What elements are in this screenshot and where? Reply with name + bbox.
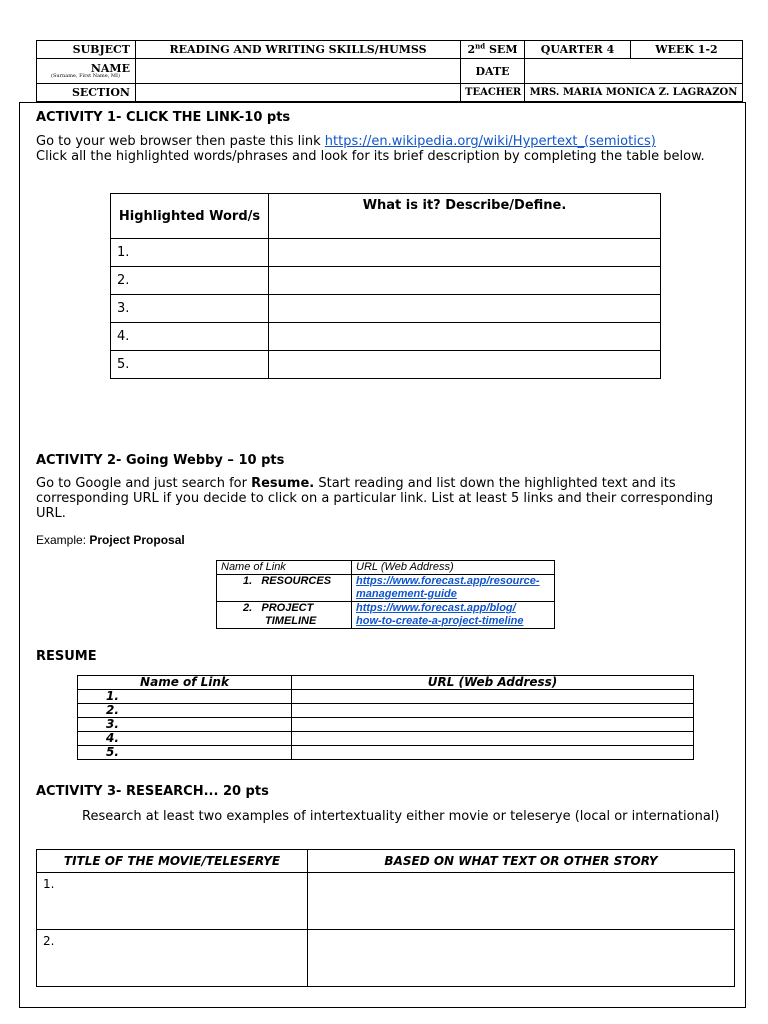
resume-header-name: Name of Link bbox=[78, 676, 292, 690]
date-label: DATE bbox=[461, 59, 525, 84]
activity1-header-describe: What is it? Describe/Define. bbox=[269, 194, 661, 239]
sem-label: SEM bbox=[488, 43, 518, 56]
answer-cell[interactable] bbox=[308, 930, 735, 987]
activity1-table bbox=[110, 193, 661, 379]
table-row bbox=[78, 746, 694, 760]
activity1-title: ACTIVITY 1- CLICK THE LINK-10 pts bbox=[36, 110, 291, 125]
activity1-header-word: Highlighted Word/s bbox=[111, 194, 269, 239]
activity1-instruction bbox=[36, 134, 726, 164]
resume-title: RESUME bbox=[36, 649, 97, 664]
activity3-title: ACTIVITY 3- RESEARCH... 20 pts bbox=[36, 784, 269, 799]
teacher-value: MRS. MARIA MONICA Z. LAGRAZON bbox=[525, 84, 743, 102]
row-number[interactable]: 4. bbox=[78, 732, 292, 746]
activity1-instruction-post: Click all the highlighted words/phrases and look for its brief description by completing the table below. bbox=[36, 149, 705, 164]
example-url-part: https://www.forecast.app/blog/ bbox=[356, 602, 516, 614]
example-name-cell bbox=[217, 575, 352, 602]
activity2-instruction-post: Start reading and list down the highlighted text and its corresponding URL if you decide to click on a particular link. List at least 5 links and their corresponding URL. bbox=[36, 476, 714, 521]
teacher-label: TEACHER bbox=[461, 84, 525, 102]
table-row bbox=[111, 267, 661, 295]
name-label: NAME bbox=[90, 62, 130, 75]
url-cell[interactable] bbox=[292, 732, 694, 746]
activity3-header-based: BASED ON WHAT TEXT OR OTHER STORY bbox=[308, 850, 735, 873]
answer-cell[interactable] bbox=[269, 323, 661, 351]
example-url-part: management-guide bbox=[356, 588, 457, 600]
semester-cell bbox=[461, 41, 525, 59]
row-number[interactable]: 5. bbox=[78, 746, 292, 760]
date-field[interactable] bbox=[525, 59, 743, 84]
row-number[interactable]: 5. bbox=[111, 351, 269, 379]
row-number[interactable]: 3. bbox=[111, 295, 269, 323]
table-row bbox=[37, 873, 735, 930]
row-number[interactable]: 2. bbox=[111, 267, 269, 295]
row-number[interactable]: 3. bbox=[78, 718, 292, 732]
example-name: RESOURCES bbox=[261, 575, 332, 587]
url-cell[interactable] bbox=[292, 718, 694, 732]
example-label: Example: bbox=[36, 533, 90, 547]
example-url-link[interactable] bbox=[356, 575, 540, 600]
row-number[interactable]: 2. bbox=[37, 930, 308, 987]
name-label-cell bbox=[37, 59, 136, 84]
row-number[interactable]: 1. bbox=[78, 690, 292, 704]
sem-suffix: nd bbox=[475, 41, 486, 51]
wikipedia-hypertext-link[interactable]: https://en.wikipedia.org/wiki/Hypertext_(semiotics) bbox=[324, 134, 656, 149]
activity3-table bbox=[36, 849, 735, 987]
sem-number: 2 bbox=[467, 43, 476, 56]
section-label: SECTION bbox=[37, 84, 136, 102]
example-name-cont: TIMELINE bbox=[265, 615, 317, 627]
url-cell[interactable] bbox=[292, 690, 694, 704]
activity1-instruction-pre: Go to your web browser then paste this link bbox=[36, 134, 325, 149]
name-hint: (Surname, First Name, MI) bbox=[51, 73, 120, 79]
table-row bbox=[78, 718, 694, 732]
row-number[interactable]: 1. bbox=[111, 239, 269, 267]
answer-cell[interactable] bbox=[269, 351, 661, 379]
resume-table bbox=[77, 675, 694, 760]
section-field[interactable] bbox=[136, 84, 461, 102]
table-row bbox=[78, 732, 694, 746]
activity2-instruction-bold: Resume. bbox=[251, 476, 315, 491]
table-row bbox=[217, 602, 555, 629]
example-url-cell bbox=[352, 575, 555, 602]
example-table bbox=[216, 560, 555, 629]
example-url-part: https://www.forecast.app/resource- bbox=[356, 575, 540, 587]
activity2-instruction-pre: Go to Google and just search for bbox=[36, 476, 252, 491]
row-number[interactable]: 1. bbox=[37, 873, 308, 930]
subject-label: SUBJECT bbox=[37, 41, 136, 59]
activity3-instruction: Research at least two examples of intertextuality either movie or teleserye (local or international) bbox=[82, 809, 720, 824]
example-name: PROJECT bbox=[261, 602, 314, 614]
week-cell: WEEK 1-2 bbox=[631, 41, 743, 59]
table-row bbox=[111, 239, 661, 267]
worksheet-header bbox=[36, 40, 743, 102]
activity3-header-title: TITLE OF THE MOVIE/TELESERYE bbox=[37, 850, 308, 873]
example-header-url: URL (Web Address) bbox=[352, 561, 555, 575]
answer-cell[interactable] bbox=[269, 295, 661, 323]
url-cell[interactable] bbox=[292, 704, 694, 718]
activity2-instruction bbox=[36, 476, 731, 521]
example-header-name: Name of Link bbox=[217, 561, 352, 575]
url-cell[interactable] bbox=[292, 746, 694, 760]
example-url-cell bbox=[352, 602, 555, 629]
table-row bbox=[111, 351, 661, 379]
activity2-title: ACTIVITY 2- Going Webby – 10 pts bbox=[36, 453, 285, 468]
answer-cell[interactable] bbox=[269, 267, 661, 295]
answer-cell[interactable] bbox=[269, 239, 661, 267]
table-row bbox=[78, 690, 694, 704]
row-number[interactable]: 4. bbox=[111, 323, 269, 351]
table-row bbox=[78, 704, 694, 718]
quarter-cell: QUARTER 4 bbox=[525, 41, 631, 59]
table-row bbox=[37, 930, 735, 987]
subject-value: READING AND WRITING SKILLS/HUMSS bbox=[136, 41, 461, 59]
example-name-cell bbox=[217, 602, 352, 629]
example-line bbox=[36, 533, 185, 547]
example-num: 2. bbox=[243, 602, 253, 614]
example-url-part: how-to-create-a-project-timeline bbox=[356, 615, 524, 627]
row-number[interactable]: 2. bbox=[78, 704, 292, 718]
answer-cell[interactable] bbox=[308, 873, 735, 930]
table-row bbox=[111, 323, 661, 351]
table-row bbox=[111, 295, 661, 323]
table-row bbox=[217, 575, 555, 602]
example-num: 1. bbox=[243, 575, 253, 587]
example-value: Project Proposal bbox=[89, 533, 185, 547]
resume-header-url: URL (Web Address) bbox=[292, 676, 694, 690]
name-field[interactable] bbox=[136, 59, 461, 84]
example-url-link[interactable] bbox=[356, 602, 523, 627]
